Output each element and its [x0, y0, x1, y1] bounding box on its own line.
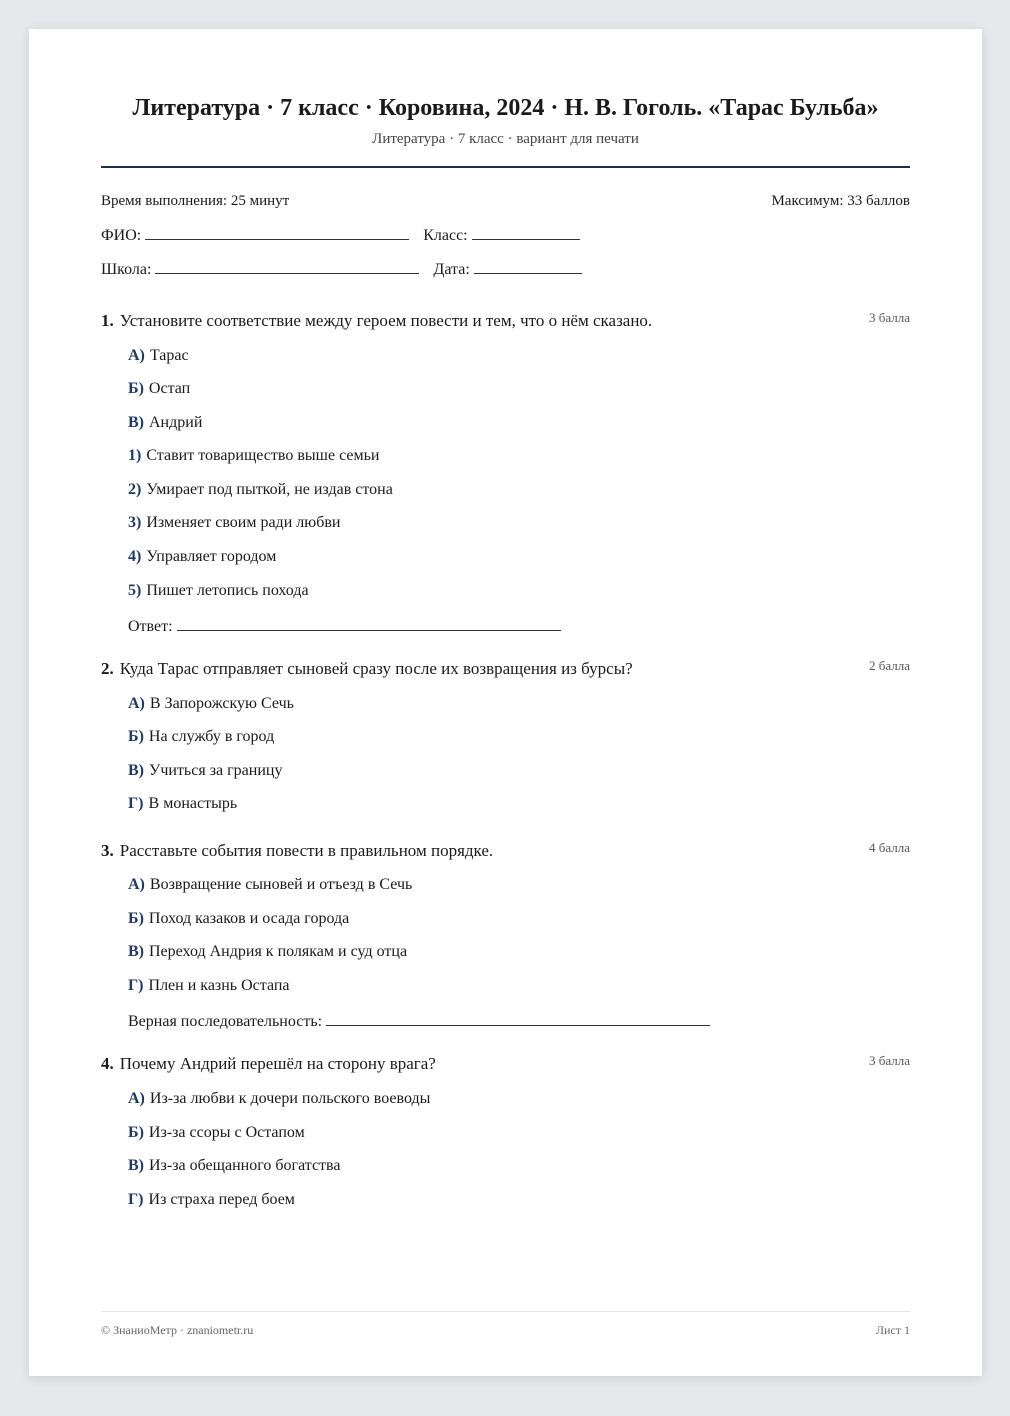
- option-text: В Запорожскую Сечь: [149, 695, 294, 712]
- option-label: А): [128, 1090, 145, 1107]
- question-header: [101, 841, 910, 861]
- page-subtitle: Литература · 7 класс · вариант для печати: [372, 131, 639, 147]
- footer-copyright: © ЗнаниоМетр · znaniometr.ru: [101, 1323, 254, 1337]
- school-date-row: [101, 259, 582, 279]
- question-4: [101, 1053, 910, 1208]
- option-text: Пишет летопись похода: [146, 582, 309, 599]
- option-label: А): [128, 695, 145, 712]
- option: [128, 762, 282, 780]
- option: [128, 910, 349, 928]
- date-label: Дата:: [433, 261, 470, 278]
- max-score: Максимум: 33 баллов: [771, 193, 910, 209]
- option: [128, 1124, 305, 1142]
- answer-field[interactable]: [326, 1011, 710, 1026]
- option-text: Умирает под пыткой, не издав стона: [146, 481, 393, 498]
- option-label: Г): [128, 1191, 144, 1208]
- option: [128, 695, 294, 713]
- class-label: Класс:: [423, 227, 468, 244]
- question-header: [101, 311, 910, 331]
- time-limit: Время выполнения: 25 минут: [101, 193, 290, 209]
- option-label: В): [128, 762, 144, 779]
- question-number: 1.: [101, 311, 114, 330]
- worksheet-page: [29, 29, 982, 1376]
- question-number: 4.: [101, 1054, 114, 1073]
- option: [128, 1157, 340, 1175]
- option: [128, 943, 407, 961]
- answer-field[interactable]: [177, 616, 561, 631]
- question-points: 3 балла: [869, 1053, 910, 1068]
- option-text: Управляет городом: [146, 548, 277, 565]
- question-number: 2.: [101, 659, 114, 678]
- name-label: ФИО:: [101, 227, 142, 244]
- option-label: Б): [128, 380, 144, 397]
- option-label: В): [128, 943, 144, 960]
- page-title: Литература · 7 класс · Коровина, 2024 · Н. В. Гоголь. «Тарас Бульба»: [132, 95, 879, 121]
- question-text: Расставьте события повести в правильном порядке.: [119, 841, 494, 860]
- option-text: Из-за ссоры с Остапом: [148, 1124, 305, 1141]
- answer-row: [128, 616, 561, 636]
- option: [128, 1090, 430, 1108]
- option-text: Изменяет своим ради любви: [146, 514, 341, 531]
- option-text: На службу в город: [148, 728, 275, 745]
- answer-row: [128, 1011, 710, 1031]
- question-text: Куда Тарас отправляет сыновей сразу после их возвращения из бурсы?: [119, 659, 633, 678]
- option-text: Плен и казнь Остапа: [148, 977, 290, 994]
- option-label: А): [128, 347, 145, 364]
- option-label: Г): [128, 977, 144, 994]
- header-divider: [101, 166, 910, 168]
- page-content: [101, 29, 910, 1376]
- answer-label: Верная последовательность:: [128, 1013, 323, 1030]
- option-label: 1): [128, 447, 142, 464]
- option-text: Переход Андрия к полякам и суд отца: [149, 943, 408, 960]
- option-text: Из страха перед боем: [148, 1191, 295, 1208]
- question-points: 4 балла: [869, 840, 910, 855]
- name-field[interactable]: [145, 225, 409, 240]
- question-1: [101, 310, 910, 635]
- option: [128, 795, 237, 813]
- question-text: Почему Андрий перешёл на сторону врага?: [119, 1054, 436, 1073]
- question-text: Установите соответствие между героем повести и тем, что о нём сказано.: [119, 311, 653, 330]
- option-text: Андрий: [149, 414, 203, 431]
- question-header: [101, 659, 910, 679]
- option-label: Б): [128, 1124, 144, 1141]
- school-label: Школа:: [101, 261, 152, 278]
- option-text: В монастырь: [148, 795, 238, 812]
- option: [128, 347, 189, 365]
- question-2: [101, 658, 910, 812]
- option: [128, 414, 202, 432]
- question-3: [101, 840, 910, 1030]
- option: [128, 728, 274, 746]
- option-label: 2): [128, 481, 142, 498]
- option: [128, 548, 276, 566]
- option: [128, 876, 412, 894]
- question-points: 3 балла: [869, 310, 910, 325]
- option: [128, 1191, 295, 1209]
- option-label: 3): [128, 514, 142, 531]
- option-label: Б): [128, 728, 144, 745]
- option-label: 5): [128, 582, 142, 599]
- option-text: Ставит товарищество выше семьи: [146, 447, 380, 464]
- option-text: Остап: [148, 380, 191, 397]
- question-number: 3.: [101, 841, 114, 860]
- option-label: В): [128, 414, 144, 431]
- option-text: Возвращение сыновей и отъезд в Сечь: [149, 876, 413, 893]
- option-label: В): [128, 1157, 144, 1174]
- date-field[interactable]: [474, 259, 582, 274]
- option: [128, 380, 190, 398]
- meta-line: [101, 193, 910, 210]
- option: [128, 514, 340, 532]
- name-class-row: [101, 225, 580, 245]
- option: [128, 447, 379, 465]
- question-points: 2 балла: [869, 658, 910, 673]
- option: [128, 481, 393, 499]
- option: [128, 582, 309, 600]
- option-text: Поход казаков и осада города: [148, 910, 350, 927]
- question-header: [101, 1054, 910, 1074]
- answer-label: Ответ:: [128, 618, 173, 635]
- option: [128, 977, 290, 995]
- option-text: Тарас: [149, 347, 189, 364]
- option-label: 4): [128, 548, 142, 565]
- option-text: Из-за обещанного богатства: [149, 1157, 341, 1174]
- option-label: Б): [128, 910, 144, 927]
- footer-divider: [101, 1311, 910, 1312]
- class-field[interactable]: [472, 225, 580, 240]
- option-label: Г): [128, 795, 144, 812]
- page-footer: [101, 1323, 910, 1338]
- option-text: Учиться за границу: [149, 762, 283, 779]
- option-text: Из-за любви к дочери польского воеводы: [149, 1090, 431, 1107]
- school-field[interactable]: [155, 259, 419, 274]
- option-label: А): [128, 876, 145, 893]
- footer-page-number: Лист 1: [875, 1323, 910, 1337]
